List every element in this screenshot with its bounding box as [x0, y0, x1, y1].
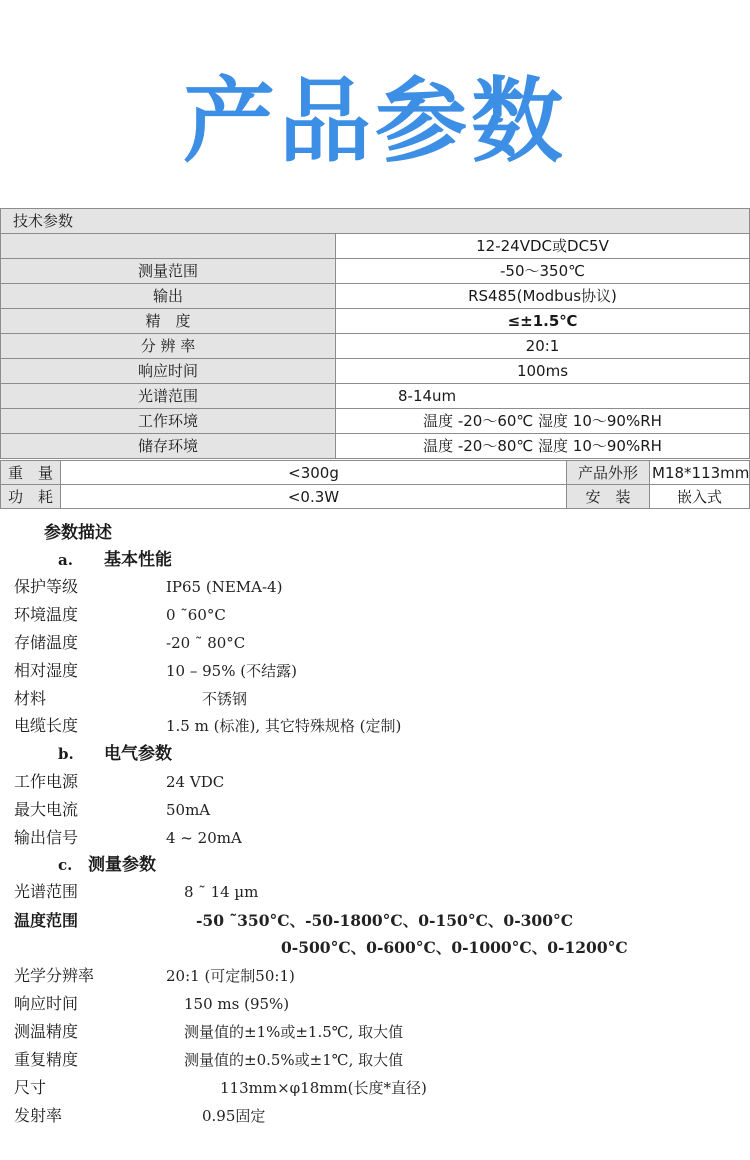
param-label: 保护等级: [14, 577, 79, 596]
spec-value: <0.3W: [60, 484, 567, 509]
param-value: 0.95固定: [202, 1107, 266, 1125]
param-value: 4 ~ 20mA: [166, 829, 242, 847]
spec-value: 温度 -20～80℃ 湿度 10～90%RH: [335, 433, 750, 459]
param-value: 50mA: [166, 801, 211, 819]
spec-label: 测量范围: [0, 258, 336, 284]
section-title: 电气参数: [104, 744, 172, 764]
spec-table-header: 技术参数: [0, 208, 750, 234]
param-label: 工作电源: [14, 772, 79, 791]
param-value: 24 VDC: [166, 773, 225, 791]
spec-label: 输出: [0, 283, 336, 309]
spec-label: 光谱范围: [0, 383, 336, 409]
spec-value: -50～350℃: [335, 258, 750, 284]
param-label: 测温精度: [14, 1022, 79, 1041]
param-label: 输出信号: [14, 828, 79, 847]
spec-value: 温度 -20～60℃ 湿度 10～90%RH: [335, 408, 750, 434]
param-label: 环境温度: [14, 605, 79, 624]
param-label: 电缆长度: [14, 716, 79, 735]
spec-label: [0, 233, 336, 259]
param-value: 测量值的±0.5%或±1℃, 取大值: [184, 1051, 404, 1069]
spec-value: 20:1: [335, 333, 750, 359]
spec-label: 产品外形: [566, 460, 650, 485]
param-value: IP65 (NEMA-4): [166, 578, 283, 596]
spec-label: 精 度: [0, 308, 336, 334]
param-value: 1.5 m (标准), 其它特殊规格 (定制): [166, 717, 402, 735]
section-letter: a.: [58, 551, 73, 569]
param-value: 10 – 95% (不结露): [166, 662, 297, 680]
param-value: 150 ms (95%): [184, 995, 290, 1013]
param-value: 不锈钢: [202, 690, 248, 708]
spec-value: 12-24VDC或DC5V: [335, 233, 750, 259]
param-value: 113mm×φ18mm(长度*直径): [220, 1079, 427, 1097]
param-value: -20 ˜ 80°C: [166, 634, 246, 652]
param-label: 响应时间: [14, 994, 79, 1013]
param-label: 尺寸: [14, 1078, 47, 1097]
section-title: 测量参数: [88, 855, 156, 875]
param-label: 光学分辨率: [14, 966, 95, 985]
param-label: 材料: [14, 689, 47, 708]
spec-label: 安 装: [566, 484, 650, 509]
param-value: 20:1 (可定制50:1): [166, 967, 295, 985]
spec-value: 8-14um: [335, 383, 750, 409]
param-label: 存储温度: [14, 633, 79, 652]
param-label: 最大电流: [14, 800, 79, 819]
section-letter: b.: [58, 745, 74, 763]
spec-label: 响应时间: [0, 358, 336, 384]
param-value: -50 ˜350°C、-50-1800°C、0-150°C、0-300°C: [196, 911, 574, 930]
page-title: 产品参数: [182, 68, 567, 175]
section-letter: c.: [58, 856, 73, 874]
param-label: 重复精度: [14, 1050, 79, 1069]
spec-label: 储存环境: [0, 433, 336, 459]
spec-label: 分 辨 率: [0, 333, 336, 359]
spec-label: 重 量: [0, 460, 61, 485]
param-value: 0 ˜60°C: [166, 606, 226, 624]
spec-value: 100ms: [335, 358, 750, 384]
param-value: 0-500°C、0-600°C、0-1000°C、0-1200°C: [281, 938, 628, 957]
spec-value: 嵌入式: [649, 484, 750, 509]
description-title: 参数描述: [44, 523, 112, 543]
param-label: 发射率: [14, 1106, 63, 1125]
section-title: 基本性能: [104, 550, 172, 570]
spec-value: <300g: [60, 460, 567, 485]
spec-value: RS485(Modbus协议): [335, 283, 750, 309]
spec-value: ≤±1.5℃: [335, 308, 750, 334]
param-label: 光谱范围: [14, 882, 79, 901]
param-label: 温度范围: [14, 911, 79, 930]
param-label: 相对湿度: [14, 661, 79, 680]
spec-value: M18*113mm: [649, 460, 750, 485]
param-value: 8 ˜ 14 µm: [184, 883, 259, 901]
param-value: 测量值的±1%或±1.5℃, 取大值: [184, 1023, 404, 1041]
spec-label: 功 耗: [0, 484, 61, 509]
spec-label: 工作环境: [0, 408, 336, 434]
